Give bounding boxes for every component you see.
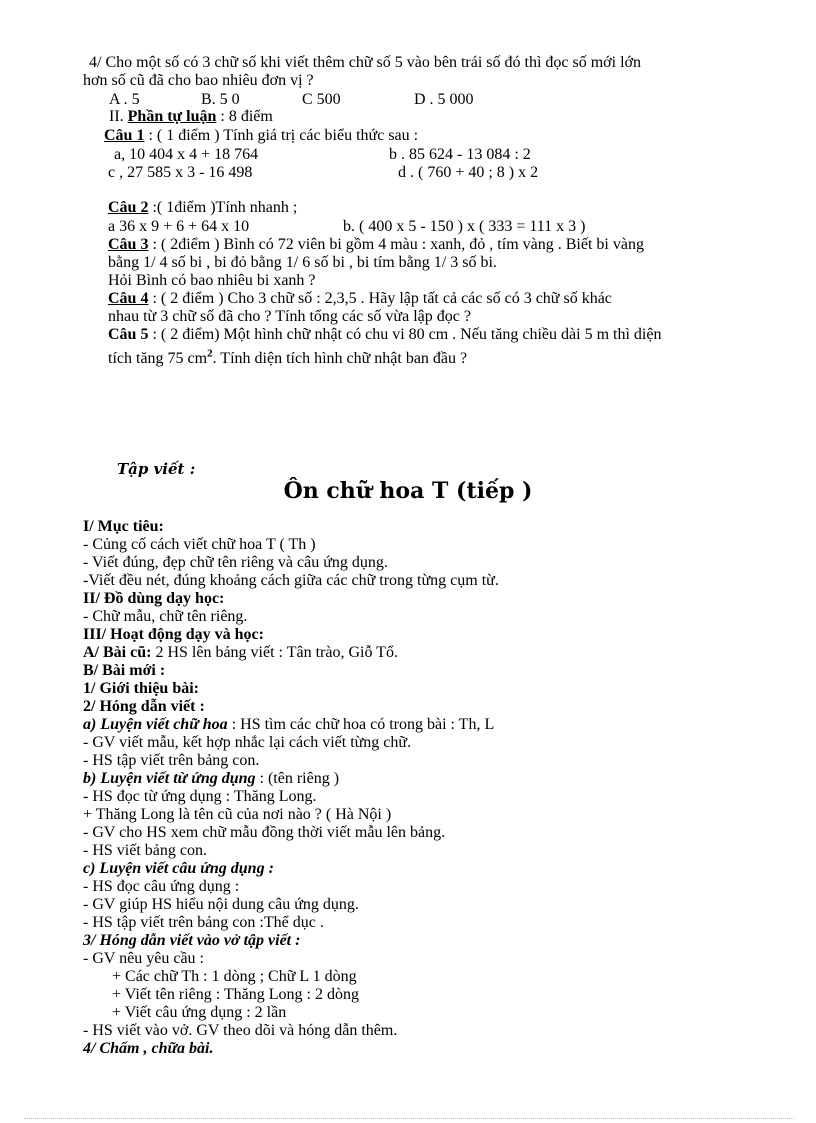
section-3-5: - HS viết vào vở. GV theo dõi và hóng dẫn thêm. [83, 1022, 398, 1039]
q4-option-c: C 500 [302, 91, 341, 108]
page-bottom-divider [24, 1118, 794, 1119]
cau5-line1 [108, 326, 661, 344]
q4-option-d: D . 5 000 [414, 91, 474, 108]
section-b-line [83, 770, 339, 788]
section-4-heading: 4/ Chấm , chữa bài. [83, 1040, 214, 1057]
section-c-3: - HS tập viết trên bảng con :Thể dục . [83, 914, 324, 931]
cau5-label: Câu 5 [108, 326, 149, 343]
q4-line1: 4/ Cho một số có 3 chữ số khi viết thêm chữ số 5 vào bên trái số đó thì đọc số mới lớn [89, 54, 641, 71]
bai-cu-text: 2 HS lên bảng viết : Tân trào, Giỗ Tổ. [151, 644, 398, 661]
hoat-dong-heading: III/ Hoạt động dạy và học: [83, 626, 264, 643]
bai-cu-label: A/ Bài cũ: [83, 644, 152, 661]
section-b-text: : (tên riêng ) [255, 770, 340, 787]
tapviet-label: Tập viết : [117, 460, 196, 478]
cau1-text: : ( 1 điểm ) Tính giá trị các biểu thức sau : [144, 127, 419, 144]
section-3-4: + Viết câu ứng dụng : 2 lần [112, 1004, 287, 1021]
bai-moi-heading: B/ Bài mới : [83, 662, 166, 679]
bai-cu-line [83, 644, 398, 662]
cau3-line2: bằng 1/ 4 số bi , bi đỏ bằng 1/ 6 số bi , bi tím bằng 1/ 3 số bi. [108, 254, 497, 271]
cau4-text1: : ( 2 điểm ) Cho 3 chữ số : 2,3,5 . Hãy lập tất cả các số có 3 chữ số khác [148, 290, 612, 307]
cau2-expr-b: b. ( 400 x 5 - 150 ) x ( 333 = 111 x 3 ) [343, 218, 586, 235]
cau5-line2 [108, 347, 468, 368]
part2-prefix: II. [109, 108, 124, 125]
cau1-expr-c: c , 27 585 x 3 - 16 498 [108, 164, 253, 181]
part2-heading: Phần tự luận [127, 108, 217, 125]
section-a-text: : HS tìm các chữ hoa có trong bài : Th, L [227, 716, 495, 733]
huong-dan-heading: 2/ Hóng dẫn viết : [83, 698, 205, 715]
cau1-line [104, 127, 418, 145]
section-c-2: - GV giúp HS hiểu nội dung câu ứng dụng. [83, 896, 359, 913]
cau3-label: Câu 3 [108, 236, 149, 253]
section-c-heading: c) Luyện viết câu ứng dụng : [83, 860, 274, 877]
section-a-1: - GV viết mẫu, kết hợp nhắc lại cách viết từng chữ. [83, 734, 412, 751]
do-dung-heading: II/ Đồ dùng dạy học: [83, 590, 225, 607]
cau1-expr-b: b . 85 624 - 13 084 : 2 [389, 146, 531, 163]
q4-line2: hơn số cũ đã cho bao nhiêu đơn vị ? [83, 72, 314, 89]
muc-tieu-1: - Củng cố cách viết chữ hoa T ( Th ) [83, 536, 316, 553]
cau2-text: :( 1điểm )Tính nhanh ; [148, 199, 298, 216]
cau2-expr-a: a 36 x 9 + 6 + 64 x 10 [108, 218, 250, 235]
section-c-1: - HS đọc câu ứng dụng : [83, 878, 240, 895]
section-3-1: - GV nêu yêu cầu : [83, 950, 204, 967]
cau4-line2: nhau từ 3 chữ số đã cho ? Tính tổng các số vừa lập đọc ? [108, 308, 471, 325]
section-3-3: + Viết tên riêng : Thăng Long : 2 dòng [112, 986, 359, 1003]
section-a-label: a) Luyện viết chữ hoa [83, 716, 228, 733]
cau2-line [108, 199, 297, 217]
muc-tieu-3: -Viết đều nét, đúng khoảng cách giữa các chữ trong từng cụm từ. [83, 572, 499, 589]
q4-option-b: B. 5 0 [201, 91, 240, 108]
section-b-4: - HS viết bảng con. [83, 842, 207, 859]
cau4-line1 [108, 290, 612, 308]
cau4-label: Câu 4 [108, 290, 149, 307]
section-a-line [83, 716, 494, 734]
cau5-text1: : ( 2 điểm) Một hình chữ nhật có chu vi 80 cm . Nếu tăng chiều dài 5 m thì diện [148, 326, 662, 343]
cau5-text2a: tích tăng 75 cm [108, 350, 208, 367]
cau2-label: Câu 2 [108, 199, 149, 216]
section-b-3: - GV cho HS xem chữ mẫu đồng thời viết mẫu lên bảng. [83, 824, 446, 841]
section-a-2: - HS tập viết trên bảng con. [83, 752, 260, 769]
cau1-expr-a: a, 10 404 x 4 + 18 764 [114, 146, 259, 163]
cau3-text1: : ( 2điểm ) Bình có 72 viên bi gồm 4 màu : xanh, đỏ , tím vàng . Biết bi vàng [148, 236, 644, 253]
lesson-title: Ôn chữ hoa T (tiếp ) [283, 478, 533, 504]
section-3-2: + Các chữ Th : 1 dòng ; Chữ L 1 dòng [112, 968, 357, 985]
cau3-line1 [108, 236, 644, 254]
section-3-heading: 3/ Hóng dẫn viết vào vở tập viết : [83, 932, 301, 949]
cau5-text2b: . Tính diện tích hình chữ nhật ban đầu ? [212, 350, 468, 367]
cau1-label: Câu 1 [104, 127, 145, 144]
do-dung-1: - Chữ mẫu, chữ tên riêng. [83, 608, 248, 625]
q4-option-a: A . 5 [109, 91, 140, 108]
gioi-thieu-heading: 1/ Giới thiệu bài: [83, 680, 199, 697]
cau3-line3: Hỏi Bình có bao nhiêu bi xanh ? [108, 272, 316, 289]
cau5-superscript: 2 [207, 347, 213, 360]
section-b-1: - HS đọc từ ứng dụng : Thăng Long. [83, 788, 317, 805]
muc-tieu-heading: I/ Mục tiêu: [83, 518, 164, 535]
part2-heading-line [109, 108, 273, 126]
muc-tieu-2: - Viết đúng, đẹp chữ tên riêng và câu ứng dụng. [83, 554, 388, 571]
part2-points: : 8 điểm [216, 108, 273, 125]
cau1-expr-d: d . ( 760 + 40 ; 8 ) x 2 [398, 164, 539, 181]
section-b-2: + Thăng Long là tên cũ của nơi nào ? ( Hà Nội ) [83, 806, 392, 823]
section-b-label: b) Luyện viết từ ứng dụng [83, 770, 256, 787]
